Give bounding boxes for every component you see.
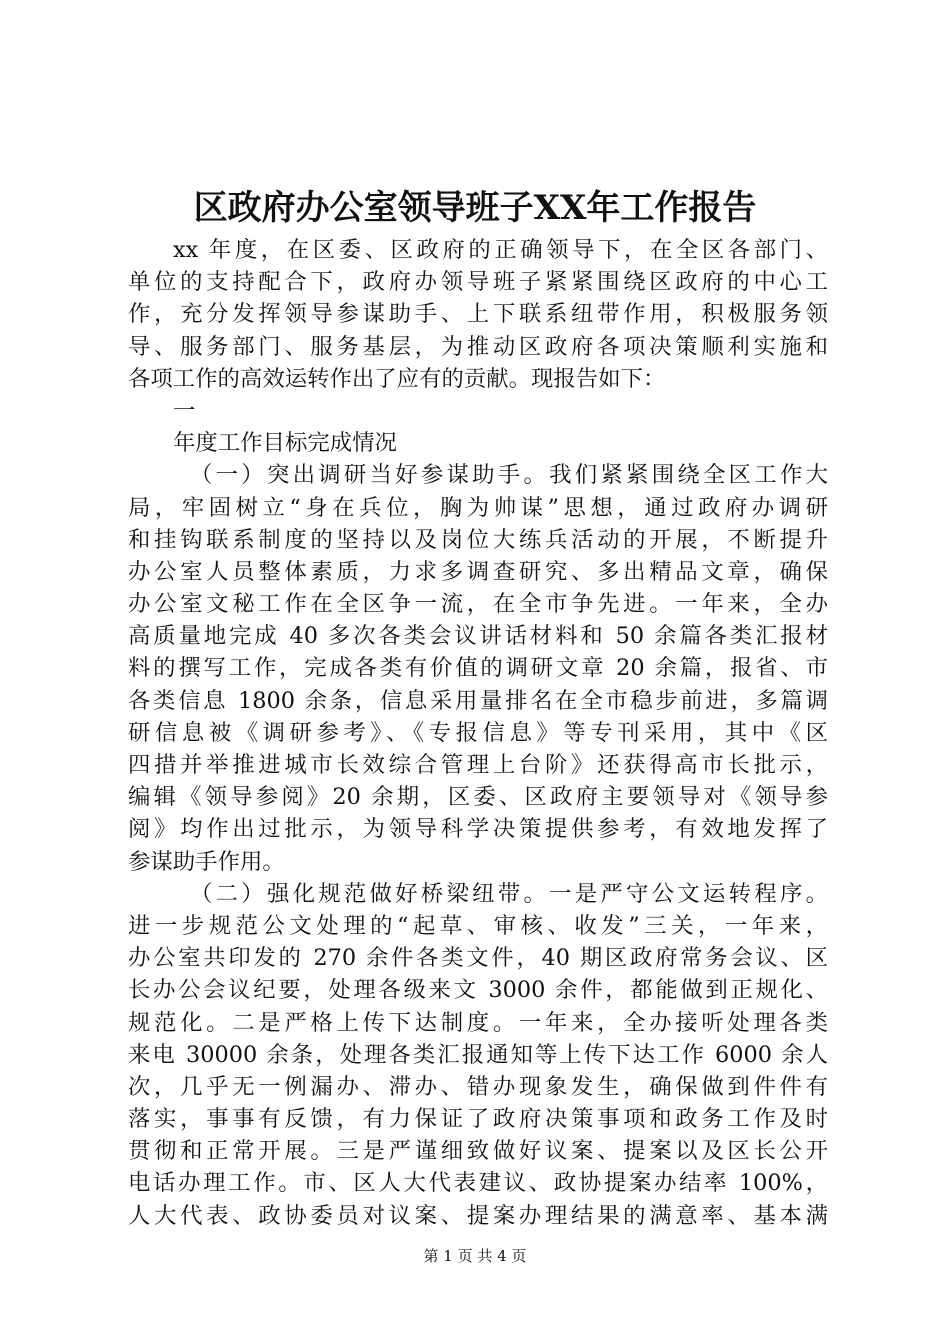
paragraph-line: 办公室人员整体素质，力求多调查研究、多出精品文章，确保 — [128, 558, 828, 585]
document-body — [128, 234, 828, 1232]
paragraph-line: 料的撰写工作，完成各类有价值的调研文章 20 余篇，报省、市 — [128, 655, 828, 682]
paragraph-line: 导、服务部门、服务基层，为推动区政府各项决策顺利实施和 — [128, 333, 828, 360]
paragraph-line: 高质量地完成 40 多次各类会议讲话材料和 50 余篇各类汇报材 — [128, 623, 828, 650]
paragraph-line: 编辑《领导参阅》20 余期，区委、区政府主要领导对《领导参 — [128, 784, 828, 811]
document-title: 区政府办公室领导班子XX年工作报告 — [193, 188, 757, 228]
paragraph-line: 和挂钩联系制度的坚持以及岗位大练兵活动的开展，不断提升 — [128, 526, 828, 553]
paragraph-line: 参谋助手作用。 — [128, 848, 285, 875]
paragraph-line: 阅》均作出过批示，为领导科学决策提供参考，有效地发挥了 — [128, 816, 828, 843]
paragraph-line: xx 年度，在区委、区政府的正确领导下，在全区各部门、 — [173, 237, 828, 263]
paragraph-line: 办公室文秘工作在全区争一流，在全市争先进。一年来，全办 — [128, 591, 828, 618]
section-heading: 年度工作目标完成情况 — [173, 430, 397, 457]
paragraph-line: 规范化。二是严格上传下达制度。一年来，全办接听处理各类 — [128, 1009, 828, 1036]
paragraph-line: 长办公会议纪要，处理各级来文 3000 余件，都能做到正规化、 — [128, 977, 828, 1004]
paragraph-line: 四措并举推进城市长效综合管理上台阶》还获得高市长批示， — [128, 752, 828, 778]
paragraph-line: （一）突出调研当好参谋助手。我们紧紧围绕全区工作大 — [190, 462, 828, 489]
paragraph-line: 进一步规范公文处理的“起草、审核、收发”三关，一年来， — [128, 912, 828, 939]
paragraph-line: 落实，事事有反馈，有力保证了政府决策事项和政务工作及时 — [128, 1106, 828, 1133]
paragraph-line: 办公室共印发的 270 余件各类文件，40 期区政府常务会议、区 — [128, 945, 828, 972]
paragraph-line: 次，几乎无一例漏办、滞办、错办现象发生，确保做到件件有 — [128, 1073, 828, 1100]
paragraph-line: 单位的支持配合下，政府办领导班子紧紧围绕区政府的中心工 — [128, 269, 828, 296]
paragraph-line: 各项工作的高效运转作出了应有的贡献。现报告如下： — [128, 365, 666, 392]
section-number: 一 — [173, 397, 196, 424]
paragraph-line: 来电 30000 余条，处理各类汇报通知等上传下达工作 6000 余人 — [128, 1041, 828, 1068]
paragraph-line: 贯彻和正常开展。三是严谨细致做好议案、提案以及区长公开 — [128, 1138, 828, 1165]
paragraph-line: 电话办理工作。市、区人大代表建议、政协提案办结率 100%， — [128, 1170, 828, 1197]
paragraph-line: （二）强化规范做好桥梁纽带。一是严守公文运转程序。 — [190, 880, 828, 907]
paragraph-line: 人大代表、政协委员对议案、提案办理结果的满意率、基本满 — [128, 1202, 828, 1229]
paragraph-line: 各类信息 1800 余条，信息采用量排名在全市稳步前进，多篇调 — [128, 687, 828, 714]
paragraph-line: 研信息被《调研参考》、《专报信息》等专刊采用，其中《区 — [128, 719, 828, 746]
paragraph-line: 作，充分发挥领导参谋助手、上下联系纽带作用，积极服务领 — [128, 301, 828, 328]
paragraph-line: 局，牢固树立“身在兵位，胸为帅谋”思想，通过政府办调研 — [128, 494, 828, 521]
page-number-footer: 第 1 页 共 4 页 — [423, 1247, 527, 1265]
